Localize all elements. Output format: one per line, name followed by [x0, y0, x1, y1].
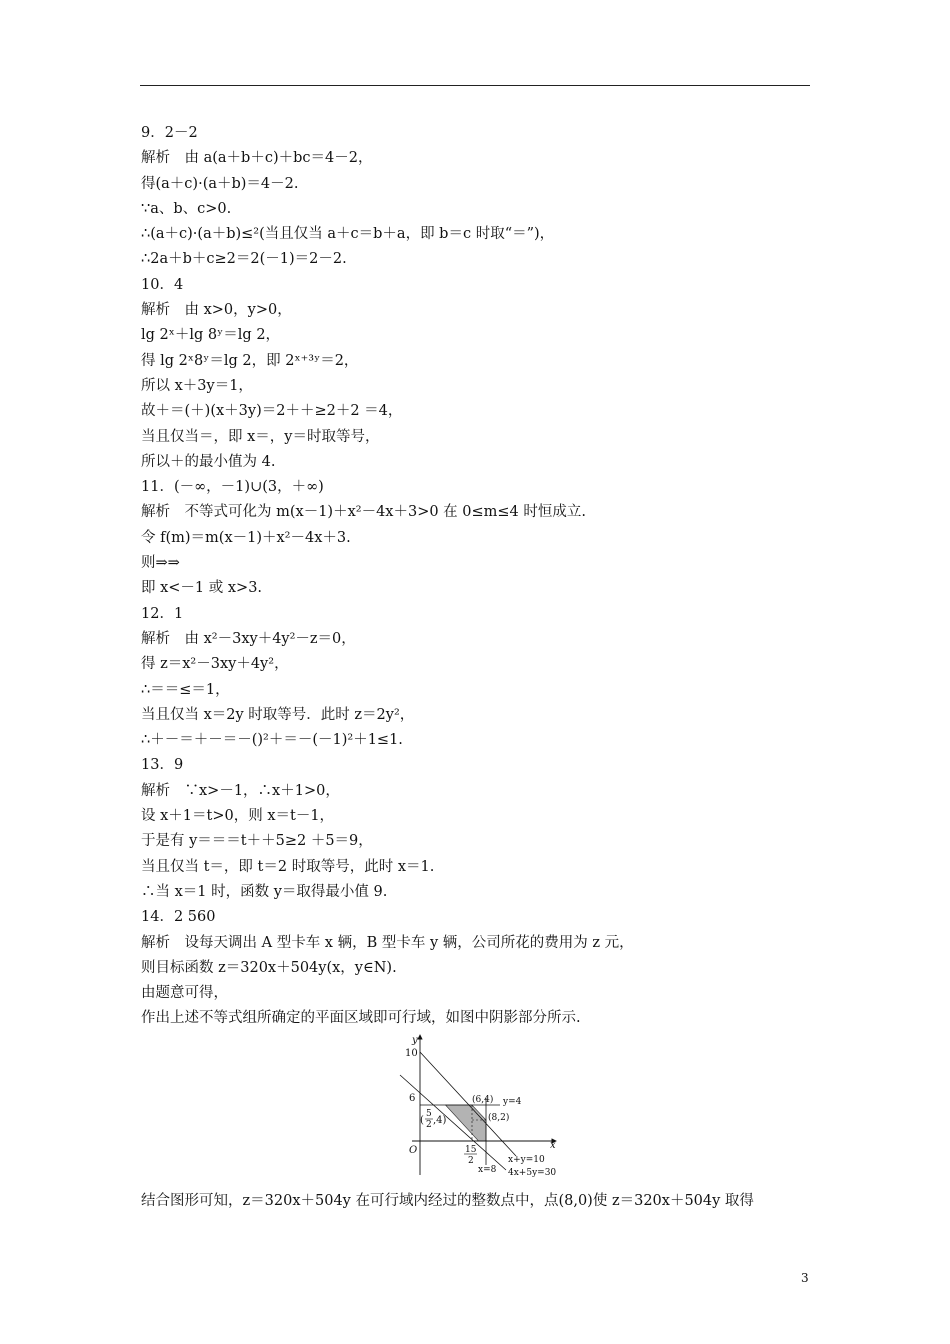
line-label-x-eq-8: x=8	[478, 1165, 497, 1175]
point-label-8-2: (8,2)	[488, 1113, 510, 1123]
header-rule	[140, 85, 810, 86]
point-label-numerator: 5	[426, 1109, 432, 1119]
line-label-4x-plus-5y: 4x+5y=30	[508, 1168, 557, 1178]
y-tick-6: 6	[409, 1093, 416, 1104]
line-label-x-plus-y: x+y=10	[508, 1155, 545, 1165]
x-tick-denominator: 2	[468, 1156, 474, 1166]
feasible-region-figure	[388, 1030, 568, 1180]
text-line: 10．4	[141, 276, 184, 293]
x-axis-label: x	[550, 1140, 556, 1151]
text-line: 当且仅当＝，即 x＝，y＝时取等号，	[141, 428, 380, 445]
text-line: 故＋＝(＋)(x＋3y)＝2＋＋≥2＋2 ＝4，	[141, 403, 403, 420]
text-line: 解析 由 a(a＋b＋c)＋bc＝4－2，	[141, 150, 373, 167]
text-line: ∴当 x＝1 时，函数 y＝取得最小值 9.	[141, 883, 388, 900]
solution-text	[141, 121, 813, 1032]
text-line: 得(a＋c)·(a＋b)＝4－2.	[141, 175, 299, 192]
text-line: ∴＝＝≤＝1，	[141, 681, 230, 698]
line-x-plus-y-eq-10	[420, 1052, 516, 1156]
point-label-open: (	[420, 1115, 424, 1126]
shaded-region	[446, 1105, 487, 1141]
point-label-close: ,4)	[433, 1115, 447, 1126]
text-line: 即 x<－1 或 x>3.	[141, 580, 263, 597]
text-line: 得 lg 2ˣ8ʸ＝lg 2，即 2ˣ⁺³ʸ＝2，	[141, 352, 359, 369]
text-line: 所以＋的最小值为 4.	[141, 453, 276, 470]
text-line: ∴(a＋c)·(a＋b)≤²(当且仅当 a＋c＝b＋a，即 b＝c 时取“＝”)，	[141, 226, 555, 243]
line-label-y-eq-4: y=4	[503, 1097, 522, 1107]
page-number: 3	[801, 1271, 809, 1285]
text-line: 解析 ∵x>－1，∴x＋1>0，	[141, 782, 340, 799]
text-line: ∵a、b、c>0.	[141, 200, 232, 217]
text-line: 11．(－∞，－1)∪(3，＋∞)	[141, 479, 324, 496]
text-line: 则⇒⇒	[141, 555, 180, 572]
text-line: 13．9	[141, 757, 184, 774]
text-line: 9．2－2	[141, 125, 198, 141]
text-line-final: 结合图形可知，z＝320x＋504y 在可行域内经过的整数点中，点(8,0)使 z＝320x＋504y 取得	[141, 1193, 754, 1209]
text-line: 作出上述不等式组所确定的平面区域即可行域，如图中阴影部分所示.	[141, 1010, 581, 1027]
text-line: 所以 x＋3y＝1，	[141, 377, 253, 394]
point-label-denominator: 2	[426, 1120, 432, 1130]
text-line: 设 x＋1＝t>0，则 x＝t－1，	[141, 808, 335, 825]
text-line: 于是有 y＝＝＝t＋＋5≥2 ＋5＝9，	[141, 833, 373, 850]
text-line: ∴2a＋b＋c≥2＝2(－1)＝2－2.	[141, 251, 347, 268]
text-line: 当且仅当 t＝，即 t＝2 时取等号，此时 x＝1.	[141, 858, 435, 875]
text-line: 14．2 560	[141, 909, 216, 926]
x-tick-numerator: 15	[465, 1145, 477, 1155]
text-line: lg 2ˣ＋lg 8ʸ＝lg 2，	[141, 327, 281, 344]
text-line: 解析 设每天调出 A 型卡车 x 辆，B 型卡车 y 辆，公司所花的费用为 z 元，	[141, 934, 634, 951]
feasible-region-graph	[388, 1030, 568, 1180]
text-line: 解析 由 x²－3xy＋4y²－z＝0，	[141, 630, 356, 647]
text-line: 解析 不等式可化为 m(x－1)＋x²－4x＋3>0 在 0≤m≤4 时恒成立.	[141, 504, 587, 521]
text-line: 解析 由 x>0，y>0，	[141, 302, 292, 319]
text-line: 当且仅当 x＝2y 时取等号．此时 z＝2y²，	[141, 706, 415, 723]
text-line: 令 f(m)＝m(x－1)＋x²－4x＋3.	[141, 529, 351, 546]
text-line: 由题意可得，	[141, 985, 228, 1002]
text-line: 12．1	[141, 605, 184, 622]
y-axis-label: y	[412, 1035, 418, 1046]
text-line: ∴＋－＝＋－＝－()²＋＝－(－1)²＋1≤1.	[141, 732, 403, 749]
point-label-6-4: (6,4)	[472, 1095, 494, 1105]
y-tick-10: 10	[405, 1048, 418, 1059]
origin-label: O	[409, 1145, 418, 1156]
text-line: 则目标函数 z＝320x＋504y(x，y∈N).	[141, 959, 397, 976]
text-line: 得 z＝x²－3xy＋4y²，	[141, 656, 289, 673]
